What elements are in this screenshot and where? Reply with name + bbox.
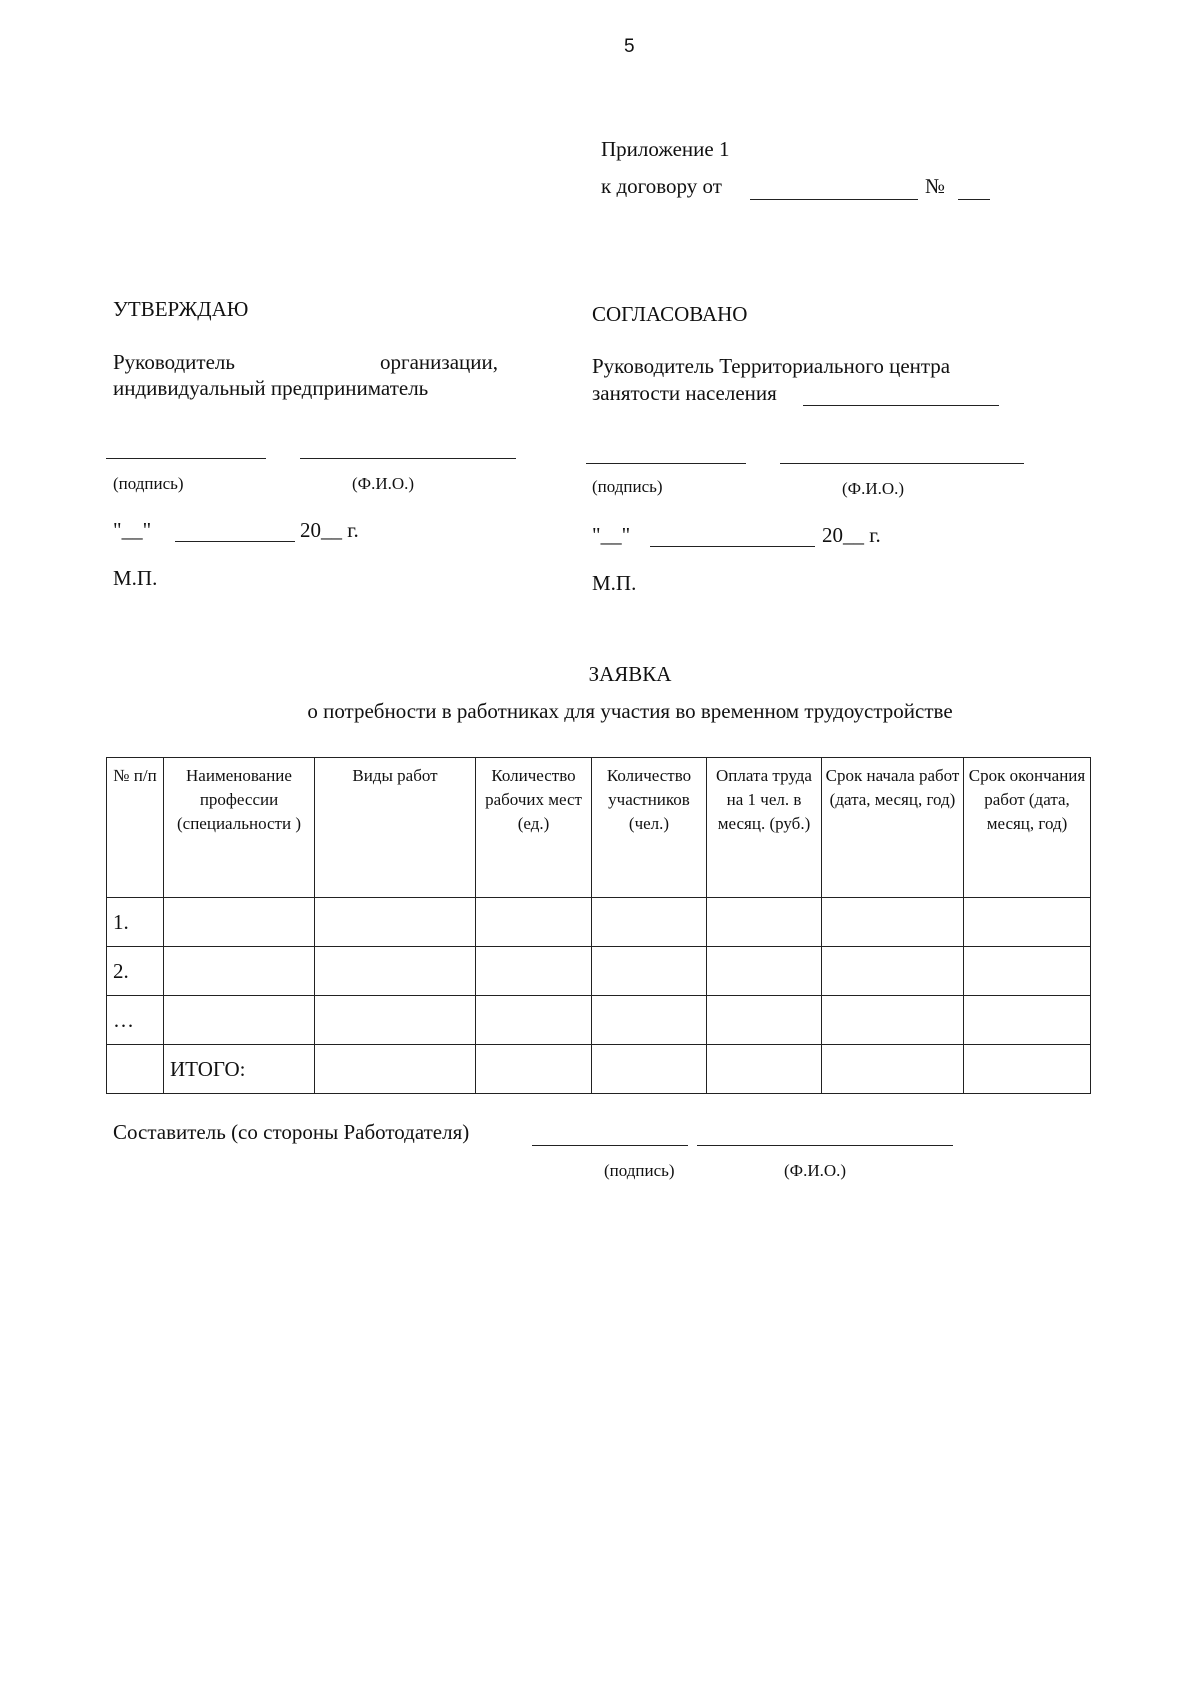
page-number: 5 — [624, 36, 635, 57]
contract-number-line[interactable] — [958, 199, 990, 200]
row-number: 1. — [107, 898, 164, 947]
compiler-fio-label: (Ф.И.О.) — [784, 1161, 847, 1180]
approve-role-word1: Руководитель — [113, 350, 235, 374]
col-header-participants: Количество участников (чел.) — [592, 758, 707, 898]
cell-participants[interactable] — [592, 947, 707, 996]
cell-pay[interactable] — [707, 898, 822, 947]
cell-profession[interactable] — [164, 898, 315, 947]
cell-start-date[interactable] — [822, 996, 964, 1045]
cell-participants[interactable] — [592, 898, 707, 947]
cell-work-types[interactable] — [315, 947, 476, 996]
contract-date-line[interactable] — [750, 199, 918, 200]
approve-date-day: "__" — [113, 518, 152, 542]
agreed-role-line2: занятости населения — [592, 381, 777, 405]
cell-profession[interactable] — [164, 996, 315, 1045]
table-total-row — [107, 1045, 1091, 1094]
row-number — [107, 1045, 164, 1094]
agreed-center-name-line[interactable] — [803, 405, 999, 406]
cell-participants[interactable] — [592, 996, 707, 1045]
agreed-heading: СОГЛАСОВАНО — [592, 302, 748, 326]
approve-signature-line[interactable] — [106, 458, 266, 459]
total-work-types[interactable] — [315, 1045, 476, 1094]
approve-stamp: М.П. — [113, 566, 158, 590]
cell-pay[interactable] — [707, 947, 822, 996]
cell-work-types[interactable] — [315, 898, 476, 947]
col-header-workplaces: Количество рабочих мест (ед.) — [476, 758, 592, 898]
col-header-start-date: Срок начала работ (дата, месяц, год) — [822, 758, 964, 898]
approve-fio-line[interactable] — [300, 458, 516, 459]
agreed-fio-label: (Ф.И.О.) — [842, 479, 905, 498]
agreed-date-day: "__" — [592, 523, 631, 547]
approve-date-month-line[interactable] — [175, 541, 295, 542]
cell-workplaces[interactable] — [476, 947, 592, 996]
compiler-signature-label: (подпись) — [604, 1161, 675, 1180]
col-header-end-date: Срок окончания работ (дата, месяц, год) — [964, 758, 1091, 898]
table-row — [107, 996, 1091, 1045]
total-participants[interactable] — [592, 1045, 707, 1094]
total-end-date[interactable] — [964, 1045, 1091, 1094]
cell-workplaces[interactable] — [476, 898, 592, 947]
approve-signature-label: (подпись) — [113, 474, 184, 493]
agreed-date-year: 20__ г. — [822, 523, 881, 547]
compiler-signature-line[interactable] — [532, 1145, 688, 1146]
cell-profession[interactable] — [164, 947, 315, 996]
agreed-stamp: М.П. — [592, 571, 637, 595]
cell-work-types[interactable] — [315, 996, 476, 1045]
col-header-work-types: Виды работ — [315, 758, 476, 898]
approve-role-word2: организации, — [380, 350, 498, 374]
compiler-fio-line[interactable] — [697, 1145, 953, 1146]
table-header-row — [107, 758, 1091, 898]
total-pay[interactable] — [707, 1045, 822, 1094]
approve-date-year: 20__ г. — [300, 518, 359, 542]
approve-role-line2: индивидуальный предприниматель — [113, 376, 429, 400]
agreed-date-month-line[interactable] — [650, 546, 815, 547]
row-number: … — [107, 996, 164, 1045]
col-header-profession: Наименование профессии (специальности ) — [164, 758, 315, 898]
cell-start-date[interactable] — [822, 947, 964, 996]
agreed-signature-line[interactable] — [586, 463, 746, 464]
total-start-date[interactable] — [822, 1045, 964, 1094]
request-table — [106, 757, 1091, 1094]
appendix-contract-prefix: к договору от — [601, 174, 722, 198]
cell-end-date[interactable] — [964, 996, 1091, 1045]
col-header-pay: Оплата труда на 1 чел. в месяц. (руб.) — [707, 758, 822, 898]
agreed-signature-label: (подпись) — [592, 477, 663, 496]
request-subtitle: о потребности в работниках для участия во временном трудоустройстве — [307, 699, 953, 723]
cell-pay[interactable] — [707, 996, 822, 1045]
agreed-role-line1: Руководитель Территориального центра — [592, 354, 951, 378]
cell-end-date[interactable] — [964, 947, 1091, 996]
cell-start-date[interactable] — [822, 898, 964, 947]
contract-number-sign: № — [925, 174, 946, 198]
total-label: ИТОГО: — [164, 1045, 315, 1094]
table-row — [107, 898, 1091, 947]
total-workplaces[interactable] — [476, 1045, 592, 1094]
request-title: ЗАЯВКА — [588, 662, 672, 686]
approve-fio-label: (Ф.И.О.) — [352, 474, 415, 493]
approve-heading: УТВЕРЖДАЮ — [113, 297, 249, 321]
agreed-fio-line[interactable] — [780, 463, 1024, 464]
cell-workplaces[interactable] — [476, 996, 592, 1045]
appendix-title: Приложение 1 — [601, 137, 730, 161]
table-row — [107, 947, 1091, 996]
row-number: 2. — [107, 947, 164, 996]
col-header-number: № п/п — [107, 758, 164, 898]
compiler-label: Составитель (со стороны Работодателя) — [113, 1120, 470, 1144]
cell-end-date[interactable] — [964, 898, 1091, 947]
